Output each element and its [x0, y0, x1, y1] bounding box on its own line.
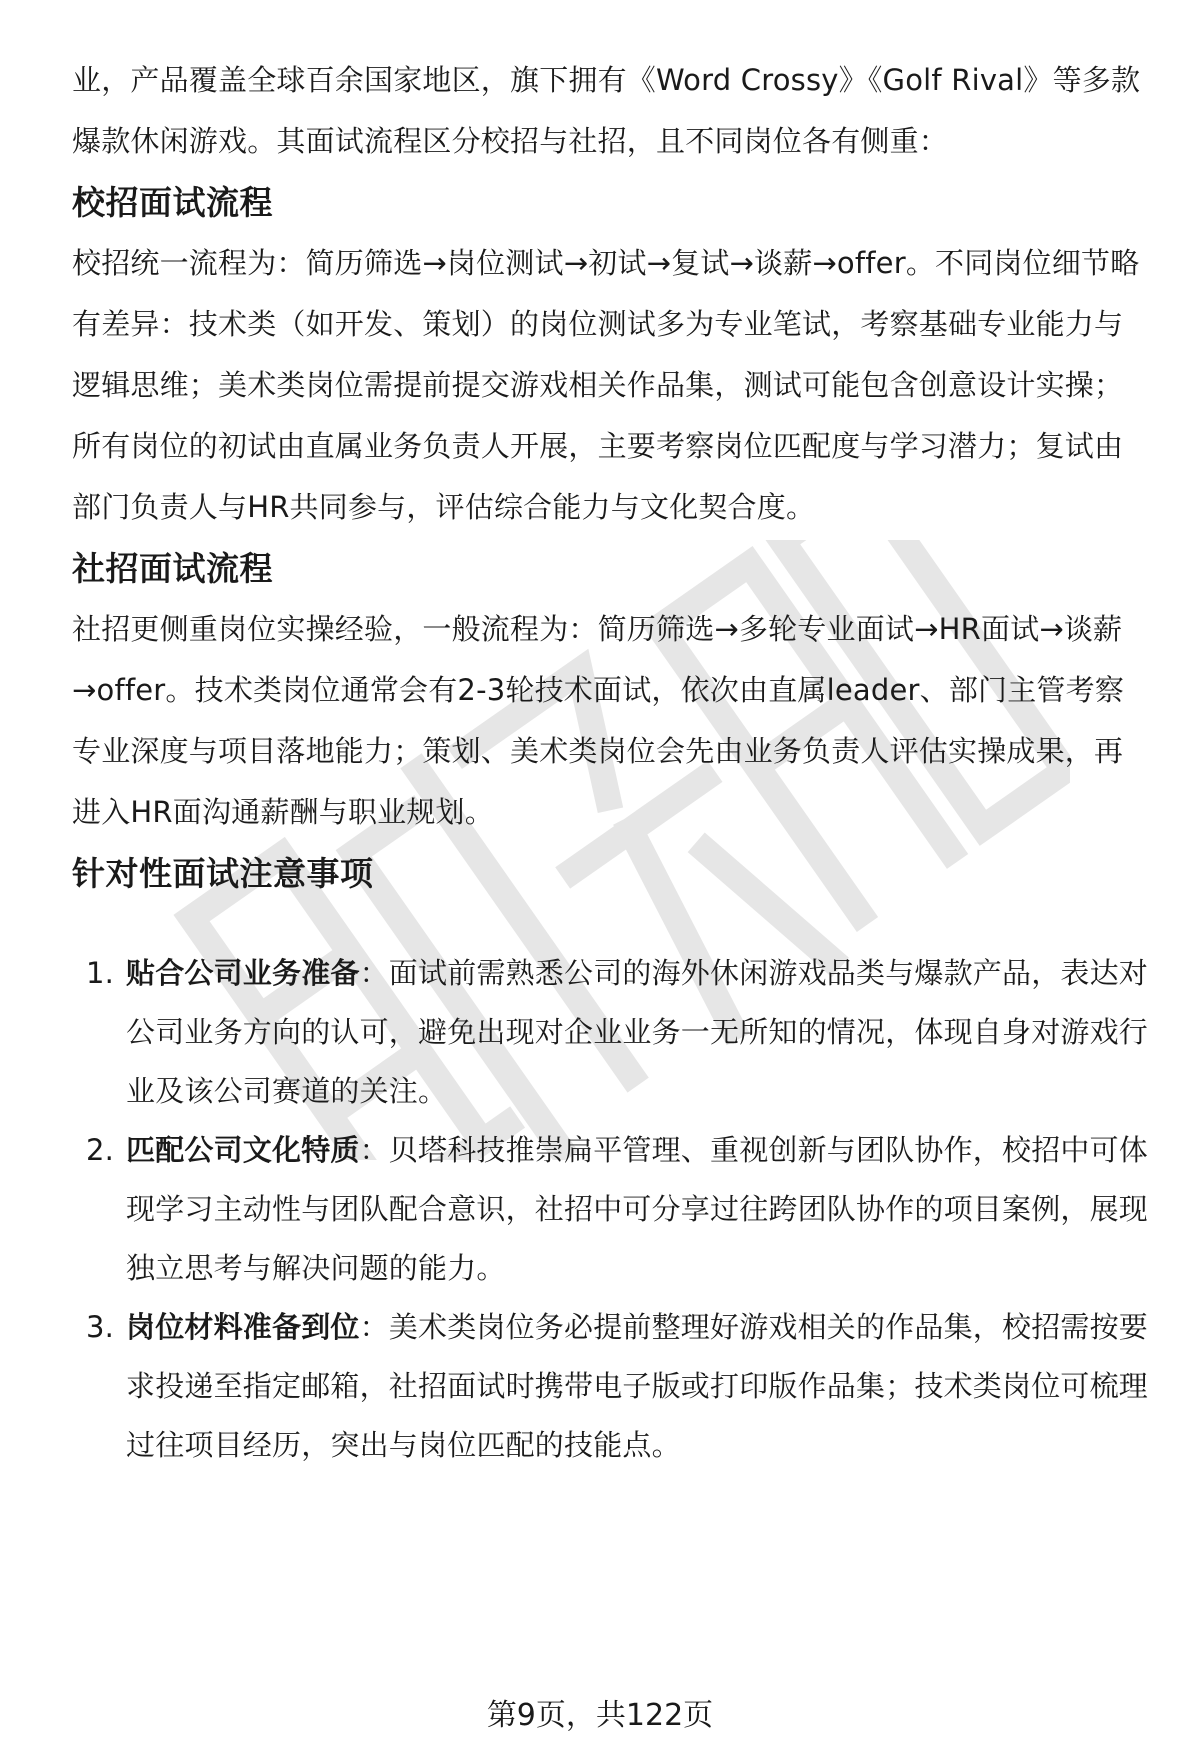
page-number: 第9页，共122页	[486, 1698, 714, 1733]
list-item-title: 匹配公司文化特质	[126, 1133, 360, 1167]
list-item	[72, 1121, 1152, 1298]
list-item-title: 岗位材料准备到位	[126, 1310, 360, 1344]
list-item	[72, 1298, 1152, 1475]
list-item-body: ：美术类岗位务必提前整理好游戏相关的作品集，校招需按要求投递至指定邮箱，社招面试时携带电子版或打印版作品集；技术类岗位可梳理过往项目经历，突出与岗位匹配的技能点。	[126, 1310, 1149, 1462]
tips-list	[72, 944, 1152, 1475]
list-item	[72, 944, 1152, 1121]
list-item-number: 2.	[86, 1133, 115, 1167]
list-item-title: 贴合公司业务准备	[126, 956, 360, 990]
tips-heading: 针对性面试注意事项	[72, 854, 374, 893]
list-item-number: 1.	[86, 956, 115, 990]
list-item-body: ：面试前需熟悉公司的海外休闲游戏品类与爆款产品，表达对公司业务方向的认可，避免出现对企业业务一无所知的情况，体现自身对游戏行业及该公司赛道的关注。	[126, 956, 1149, 1108]
social-heading: 社招面试流程	[72, 549, 273, 588]
campus-heading: 校招面试流程	[72, 183, 273, 222]
social-paragraph: 社招更侧重岗位实操经验，一般流程为：简历筛选→多轮专业面试→HR面试→谈薪→offer。技术类岗位通常会有2-3轮技术面试，依次由直属leader、部门主管考察专业深度与项目落地能力；策划、美术类岗位会先由业务负责人评估实操成果，再进入HR面沟通薪酬与职业规划。	[72, 612, 1125, 829]
document-body	[72, 50, 1152, 1475]
campus-paragraph: 校招统一流程为：简历筛选→岗位测试→初试→复试→谈薪→offer。不同岗位细节略有差异：技术类（如开发、策划）的岗位测试多为专业笔试，考察基础专业能力与逻辑思维；美术类岗位需提前提交游戏相关作品集，测试可能包含创意设计实操；所有岗位的初试由直属业务负责人开展，主要考察岗位匹配度与学习潜力；复试由部门负责人与HR共同参与，评估综合能力与文化契合度。	[72, 246, 1140, 524]
list-item-body: ：贝塔科技推崇扁平管理、重视创新与团队协作，校招中可体现学习主动性与团队配合意识，社招中可分享过往跨团队协作的项目案例，展现独立思考与解决问题的能力。	[126, 1133, 1149, 1285]
intro-paragraph: 业，产品覆盖全球百余国家地区，旗下拥有《Word Crossy》《Golf Rival》等多款爆款休闲游戏。其面试流程区分校招与社招，且不同岗位各有侧重：	[72, 63, 1141, 158]
list-item-number: 3.	[86, 1310, 115, 1344]
